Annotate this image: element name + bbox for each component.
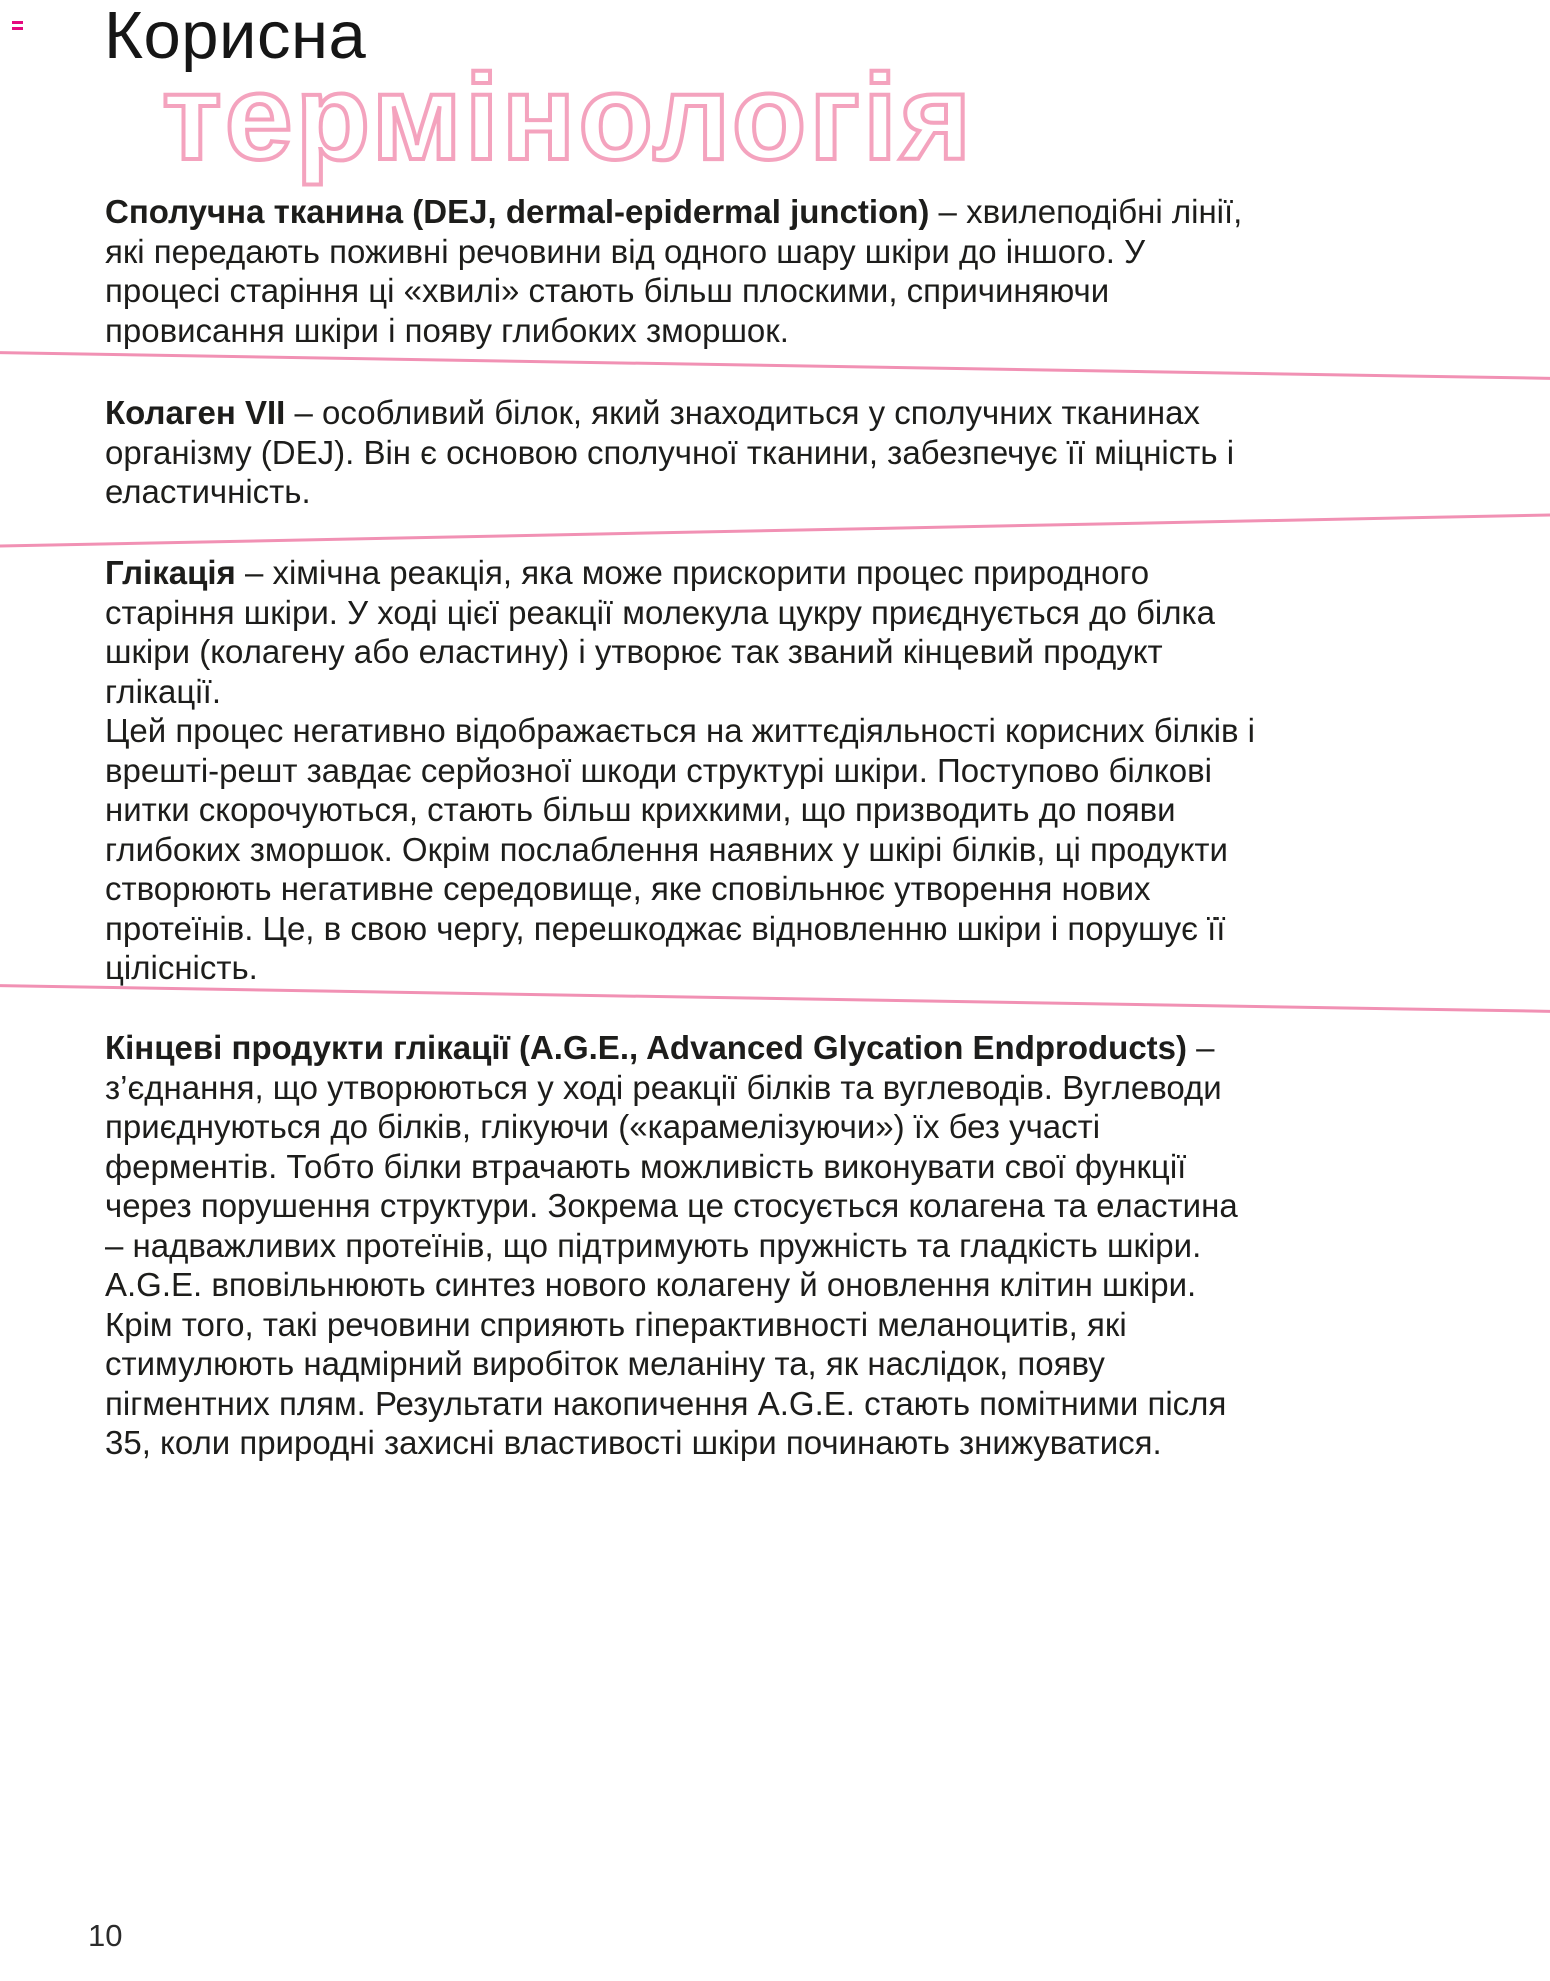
section-divider-line bbox=[0, 513, 1550, 548]
glossary-definition: – хімічна реакція, яка може прискорити процес природного старіння шкіри. У ході цієї реакції молекула цукру приєднується до білка шкіри (колагену або еластину) і утворює так званий кінцевий продукт глікації. bbox=[105, 554, 1215, 710]
glossary-entry-collagen-vii bbox=[105, 393, 1255, 512]
page-title-word-pink-outline: термінологія bbox=[162, 49, 975, 185]
glossary-definition: – особливий білок, який знаходиться у сполучних тканинах організму (DEJ). Він є основою сполучної тканини, забезпечує її міцність і еластичність. bbox=[105, 394, 1235, 510]
glossary-term: Кінцеві продукти глікації (A.G.E., Advanced Glycation Endproducts) bbox=[105, 1029, 1188, 1066]
glossary-definition: – хвилеподібні лінії, які передають поживні речовини від одного шару шкіри до іншого. У процесі старіння ці «хвилі» стають більш плоскими, спричиняючи провисання шкіри і появу глибоких зморшок. bbox=[105, 193, 1243, 349]
page-number: 10 bbox=[88, 1918, 123, 1953]
glossary-entry-age-endproducts bbox=[105, 1028, 1255, 1463]
glossary-definition: – з’єднання, що утворюються у ході реакції білків та вуглеводів. Вуглеводи приєднуються до білків, глікуючи («карамелізуючи») їх без участі ферментів. Тобто білки втрачають можливість виконувати свої функції через порушення структури. Зокрема це стосується колагена та еластина – надважливих протеїнів, що підтримують пружність та гладкість шкіри. A.G.E. вповільнюють синтез нового колагену й оновлення клітин шкіри. Крім того, такі речовини сприяють гіперактивності меланоцитів, які стимулюють надмірний виробіток меланіну та, як наслідок, появу пігментних плям. Результати накопичення A.G.E. стають помітними після 35, коли природні захисні властивості шкіри починають знижуватися. bbox=[105, 1029, 1238, 1461]
fold-mark-bar bbox=[12, 27, 23, 30]
glossary-term: Колаген VII bbox=[105, 394, 286, 431]
page-title-word-black: Корисна bbox=[104, 0, 367, 73]
section-divider-line bbox=[0, 351, 1550, 381]
fold-mark-icon bbox=[12, 21, 23, 33]
glossary-term: Сполучна тканина (DEJ, dermal-epidermal junction) bbox=[105, 193, 930, 230]
fold-mark-bar bbox=[12, 21, 23, 24]
glossary-entry-glycation bbox=[105, 553, 1255, 988]
section-divider-line bbox=[0, 984, 1550, 1014]
glossary-term: Глікація bbox=[105, 554, 236, 591]
glossary-definition-continued: Цей процес негативно відображається на життєдіяльності корисних білків і врешті-решт завдає серйозної шкоди структурі шкіри. Поступово білкові нитки скорочуються, стають більш крихкими, що призводить до появи глибоких зморшок. Окрім послаблення наявних у шкірі білків, ці продукти створюють негативне середовище, яке сповільнює утворення нових протеїнів. Це, в свою чергу, перешкоджає відновленню шкіри і порушує її цілісність. bbox=[105, 712, 1256, 986]
glossary-entry-connective-tissue bbox=[105, 192, 1255, 350]
